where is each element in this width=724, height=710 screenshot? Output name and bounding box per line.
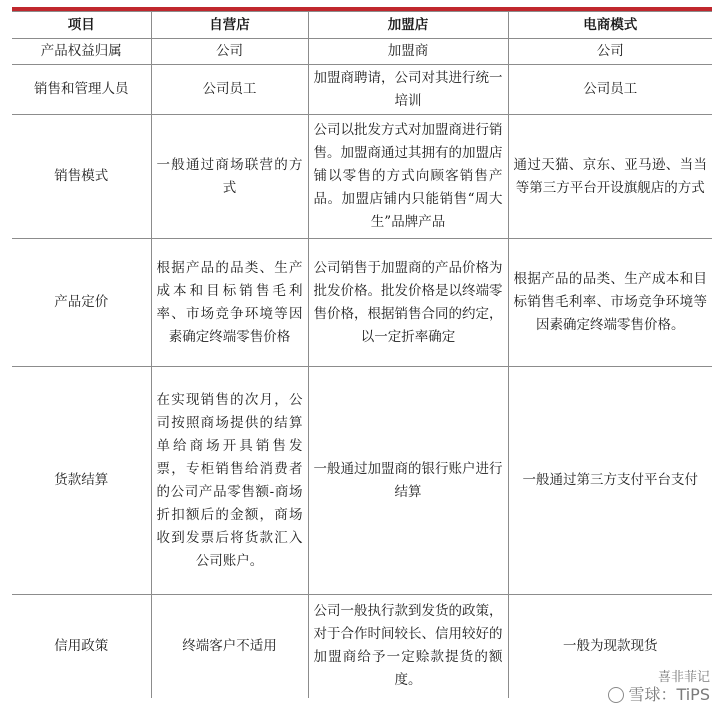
table-row [12, 115, 712, 239]
header-ecommerce: 电商模式 [508, 12, 712, 39]
table-row [12, 65, 712, 115]
cell-franchise: 公司销售于加盟商的产品价格为批发价格。批发价格是以终端零售价格，根据销售合同的约定，以一定折率确定 [308, 239, 508, 367]
cell-self-operated: 根据产品的品类、生产成本和目标销售毛利率、市场竞争环境等因素确定终端零售价格 [151, 239, 308, 367]
cell-ecommerce: 公司员工 [508, 65, 712, 115]
row-label: 销售和管理人员 [12, 65, 151, 115]
row-label: 产品权益归属 [12, 39, 151, 65]
row-label: 产品定价 [12, 239, 151, 367]
comparison-table [12, 11, 712, 698]
cell-franchise: 公司以批发方式对加盟商进行销售。加盟商通过其拥有的加盟店铺以零售的方式向顾客销售产品。加盟店铺内只能销售“周大生”品牌产品 [308, 115, 508, 239]
row-label: 销售模式 [12, 115, 151, 239]
table-row [12, 39, 712, 65]
cell-franchise: 一般通过加盟商的银行账户进行结算 [308, 367, 508, 595]
table-row [12, 239, 712, 367]
cell-self-operated: 公司员工 [151, 65, 308, 115]
header-item: 项目 [12, 12, 151, 39]
watermark-author: 喜非菲记 [657, 670, 710, 685]
header-row [12, 12, 712, 39]
cell-self-operated: 终端客户不适用 [151, 595, 308, 698]
xueqiu-logo-icon [608, 687, 624, 703]
cell-self-operated: 公司 [151, 39, 308, 65]
cell-franchise: 加盟商聘请，公司对其进行统一培训 [308, 65, 508, 115]
header-franchise: 加盟店 [308, 12, 508, 39]
table-row [12, 367, 712, 595]
cell-ecommerce: 一般为现款现货 [508, 595, 712, 698]
row-label: 信用政策 [12, 595, 151, 698]
cell-ecommerce: 根据产品的品类、生产成本和目标销售毛利率、市场竞争环境等因素确定终端零售价格。 [508, 239, 712, 367]
cell-self-operated: 一般通过商场联营的方式 [151, 115, 308, 239]
header-self-operated: 自营店 [151, 12, 308, 39]
cell-ecommerce: 一般通过第三方支付平台支付 [508, 367, 712, 595]
watermark [608, 670, 710, 704]
cell-self-operated: 在实现销售的次月，公司按照商场提供的结算单给商场开具销售发票，专柜销售给消费者的公司产品零售额-商场折扣额后的金额，商场收到发票后将货款汇入公司账户。 [151, 367, 308, 595]
cell-ecommerce: 公司 [508, 39, 712, 65]
cell-franchise: 加盟商 [308, 39, 508, 65]
cell-franchise: 公司一般执行款到发货的政策，对于合作时间较长、信用较好的加盟商给予一定赊款提货的额度。 [308, 595, 508, 698]
row-label: 货款结算 [12, 367, 151, 595]
table-row [12, 595, 712, 698]
watermark-source: 雪球：TiPS [628, 685, 710, 704]
cell-ecommerce: 通过天猫、京东、亚马逊、当当等第三方平台开设旗舰店的方式 [508, 115, 712, 239]
